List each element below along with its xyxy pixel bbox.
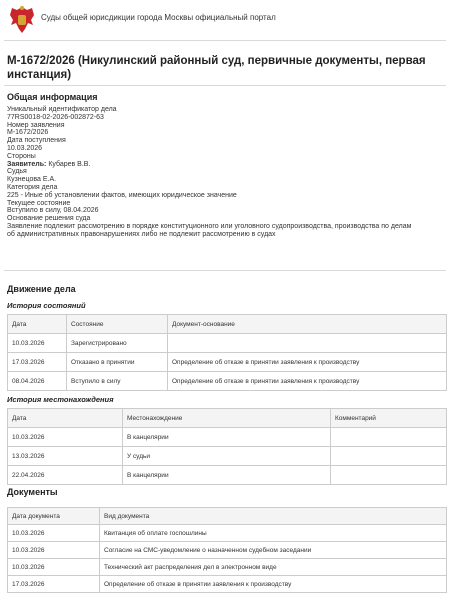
table-row (8, 447, 447, 466)
document-link[interactable]: Квитанция об оплате госпошлины (100, 525, 447, 542)
table-cell: Вступило в силу (67, 372, 168, 391)
table-cell: Определение об отказе в принятии заявления к производству (168, 353, 447, 372)
column-header: Дата (8, 409, 123, 428)
site-header (0, 0, 450, 40)
judge-label: Судья (7, 168, 27, 176)
table-cell: 10.03.2026 (8, 428, 123, 447)
table-cell: 17.03.2026 (8, 353, 67, 372)
documents-title: Документы (7, 487, 58, 497)
table-row (8, 353, 447, 372)
column-header: Дата (8, 315, 67, 334)
column-header: Дата документа (8, 508, 100, 525)
table-row (8, 525, 447, 542)
document-link[interactable]: Технический акт распределения дел в электронном виде (100, 559, 447, 576)
table-row (8, 372, 447, 391)
uid-value: 77RS0018-02-2026-002872-63 (7, 113, 104, 121)
parties-label: Стороны (7, 152, 36, 160)
table-cell: 10.03.2026 (8, 525, 100, 542)
location-history-title: История местонахождения (7, 395, 114, 404)
document-link[interactable]: Определение об отказе в принятии заявления к производству (100, 576, 447, 593)
column-header: Состояние (67, 315, 168, 334)
table-cell: 10.03.2026 (8, 334, 67, 353)
table-cell: У судьи (123, 447, 331, 466)
basis-line-1: Заявление подлежит рассмотрению в порядке конституционного или уголовного судопроизводства, производства по делам (7, 222, 412, 230)
table-row (8, 576, 447, 593)
number-label: Номер заявления (7, 121, 65, 129)
state-value: Вступило в силу, 08.04.2026 (7, 207, 99, 215)
movement-title: Движение дела (7, 284, 76, 294)
title-divider (4, 85, 446, 86)
table-cell: 13.03.2026 (8, 447, 123, 466)
table-row (8, 559, 447, 576)
coat-of-arms-icon[interactable] (8, 4, 36, 35)
category-value: 225 - Иные об установлении фактов, имеющих юридическое значение (7, 191, 237, 199)
table-cell: 08.04.2026 (8, 372, 67, 391)
table-cell: Определение об отказе в принятии заявления к производству (168, 372, 447, 391)
table-cell: Отказано в принятии (67, 353, 168, 372)
header-divider (4, 40, 446, 41)
table-row (8, 542, 447, 559)
table-row (8, 334, 447, 353)
table-cell: Зарегистрировано (67, 334, 168, 353)
states-history-table (7, 314, 447, 391)
table-cell: 17.03.2026 (8, 576, 100, 593)
judge-value: Кузнецова Е.А. (7, 176, 57, 184)
applicant-row (7, 161, 447, 169)
location-history-table (7, 408, 447, 485)
basis-line-2: об административных правонарушениях либо не подлежит рассмотрению в судах (7, 230, 276, 238)
column-header: Комментарий (331, 409, 447, 428)
applicant-label: Заявитель: (7, 160, 47, 168)
number-value: М-1672/2026 (7, 129, 49, 137)
table-cell (331, 447, 447, 466)
table-header-row (8, 508, 447, 525)
table-cell: В канцелярии (123, 428, 331, 447)
basis-label: Основание решения суда (7, 215, 91, 223)
table-header-row (8, 315, 447, 334)
applicant-value: Кубарев В.В. (48, 160, 91, 168)
table-row (8, 428, 447, 447)
portal-name[interactable]: Суды общей юрисдикции города Москвы официальный портал (41, 13, 276, 22)
table-cell: 10.03.2026 (8, 542, 100, 559)
table-cell (331, 428, 447, 447)
date-value: 10.03.2026 (7, 144, 43, 152)
category-label: Категория дела (7, 183, 58, 191)
table-row (8, 466, 447, 485)
case-title: М-1672/2026 (Никулинский районный суд, первичные документы, первая инстанция) (7, 55, 426, 81)
column-header: Документ-основание (168, 315, 447, 334)
date-label: Дата поступления (7, 137, 66, 145)
uid-label: Уникальный идентификатор дела (7, 106, 117, 113)
column-header: Местонахождение (123, 409, 331, 428)
table-header-row (8, 409, 447, 428)
info-divider (4, 270, 446, 271)
table-cell: 22.04.2026 (8, 466, 123, 485)
documents-table (7, 507, 447, 593)
table-cell: 10.03.2026 (8, 559, 100, 576)
table-cell (331, 466, 447, 485)
column-header: Вид документа (100, 508, 447, 525)
state-label: Текущее состояние (7, 199, 71, 207)
states-history-title: История состояний (7, 301, 86, 310)
document-link[interactable]: Согласие на СМС-уведомление о назначенном судебном заседании (100, 542, 447, 559)
table-cell: В канцелярии (123, 466, 331, 485)
table-cell (168, 334, 447, 353)
general-info-title: Общая информация (7, 92, 98, 102)
general-info (7, 106, 447, 239)
